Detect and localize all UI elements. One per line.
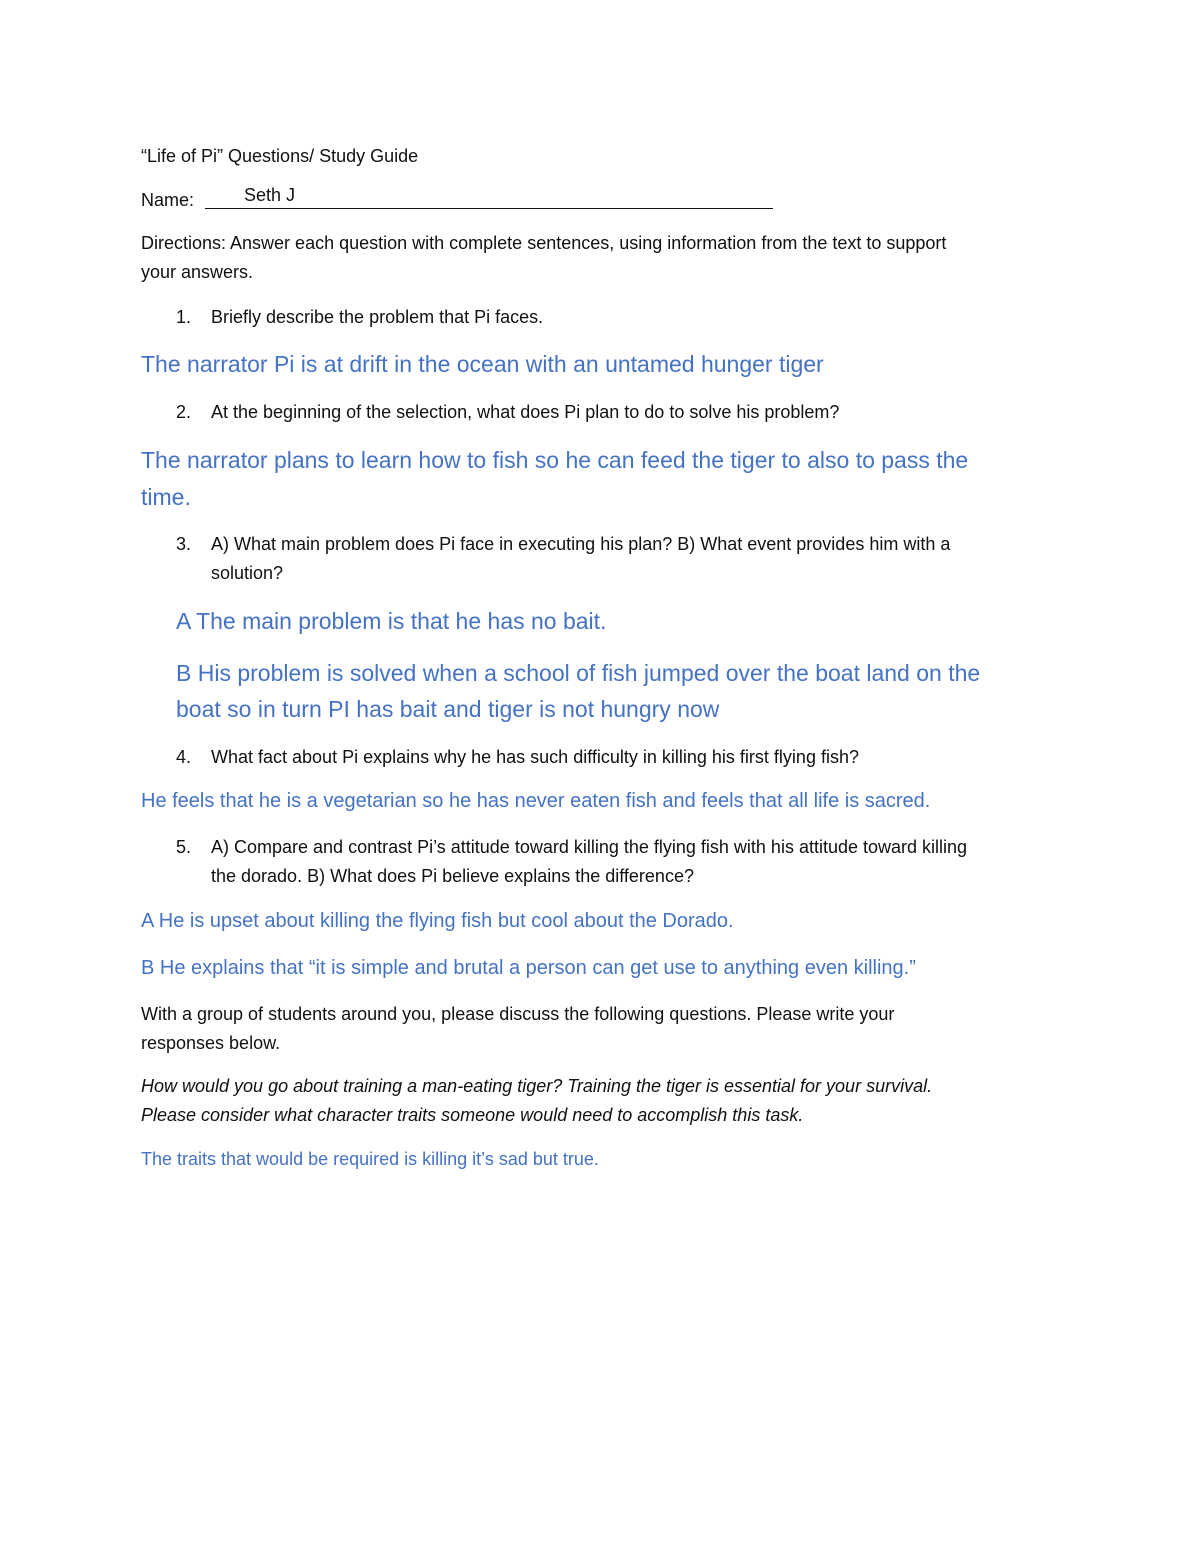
directions-line-2: your answers. (141, 262, 254, 282)
group-instructions-line-2: responses below. (141, 1033, 281, 1053)
question-3-text-line-2: solution? (211, 563, 284, 583)
question-3-number: 3. (176, 534, 192, 554)
answer-3b-line-1[interactable]: B His problem is solved when a school of fish jumped over the boat land on the (176, 660, 981, 686)
answer-3a[interactable]: A The main problem is that he has no bait. (176, 608, 607, 634)
question-2-number: 2. (176, 402, 192, 422)
question-5-number: 5. (176, 837, 192, 857)
document-title: “Life of Pi” Questions/ Study Guide (141, 146, 419, 166)
name-underline (205, 208, 773, 209)
group-instructions-line-1: With a group of students around you, please discuss the following questions. Please write your (141, 1004, 895, 1024)
answer-2-line-1[interactable]: The narrator plans to learn how to fish so he can feed the tiger to also to pass the (141, 447, 969, 473)
answer-3b-line-2[interactable]: boat so in turn PI has bait and tiger is not hungry now (176, 696, 720, 722)
answer-4[interactable]: He feels that he is a vegetarian so he has never eaten fish and feels that all life is sacred. (141, 790, 931, 812)
question-4-number: 4. (176, 747, 192, 767)
question-4-text: What fact about Pi explains why he has such difficulty in killing his first flying fish? (211, 747, 859, 767)
discussion-prompt-line-2: Please consider what character traits someone would need to accomplish this task. (141, 1105, 804, 1125)
answer-5b[interactable]: B He explains that “it is simple and brutal a person can get use to anything even killing.” (141, 957, 916, 979)
answer-2-line-2[interactable]: time. (141, 484, 191, 510)
name-label: Name: (141, 190, 195, 210)
question-5-text-line-1: A) Compare and contrast Pi’s attitude toward killing the flying fish with his attitude toward killing (211, 837, 968, 857)
question-3-text-line-1: A) What main problem does Pi face in executing his plan? B) What event provides him with a (211, 534, 951, 554)
discussion-prompt-line-1: How would you go about training a man-eating tiger? Training the tiger is essential for your survival. (141, 1076, 933, 1096)
question-2-text: At the beginning of the selection, what does Pi plan to do to solve his problem? (211, 402, 840, 422)
question-1-text: Briefly describe the problem that Pi faces. (211, 307, 544, 327)
directions-line-1: Directions: Answer each question with complete sentences, using information from the text to support (141, 233, 947, 253)
discussion-answer[interactable]: The traits that would be required is killing it’s sad but true. (141, 1149, 599, 1169)
question-5-text-line-2: the dorado. B) What does Pi believe explains the difference? (211, 866, 694, 886)
answer-5a[interactable]: A He is upset about killing the flying fish but cool about the Dorado. (141, 910, 734, 932)
answer-1[interactable]: The narrator Pi is at drift in the ocean with an untamed hunger tiger (141, 351, 824, 377)
name-value[interactable]: Seth J (244, 185, 296, 205)
question-1-number: 1. (176, 307, 192, 327)
